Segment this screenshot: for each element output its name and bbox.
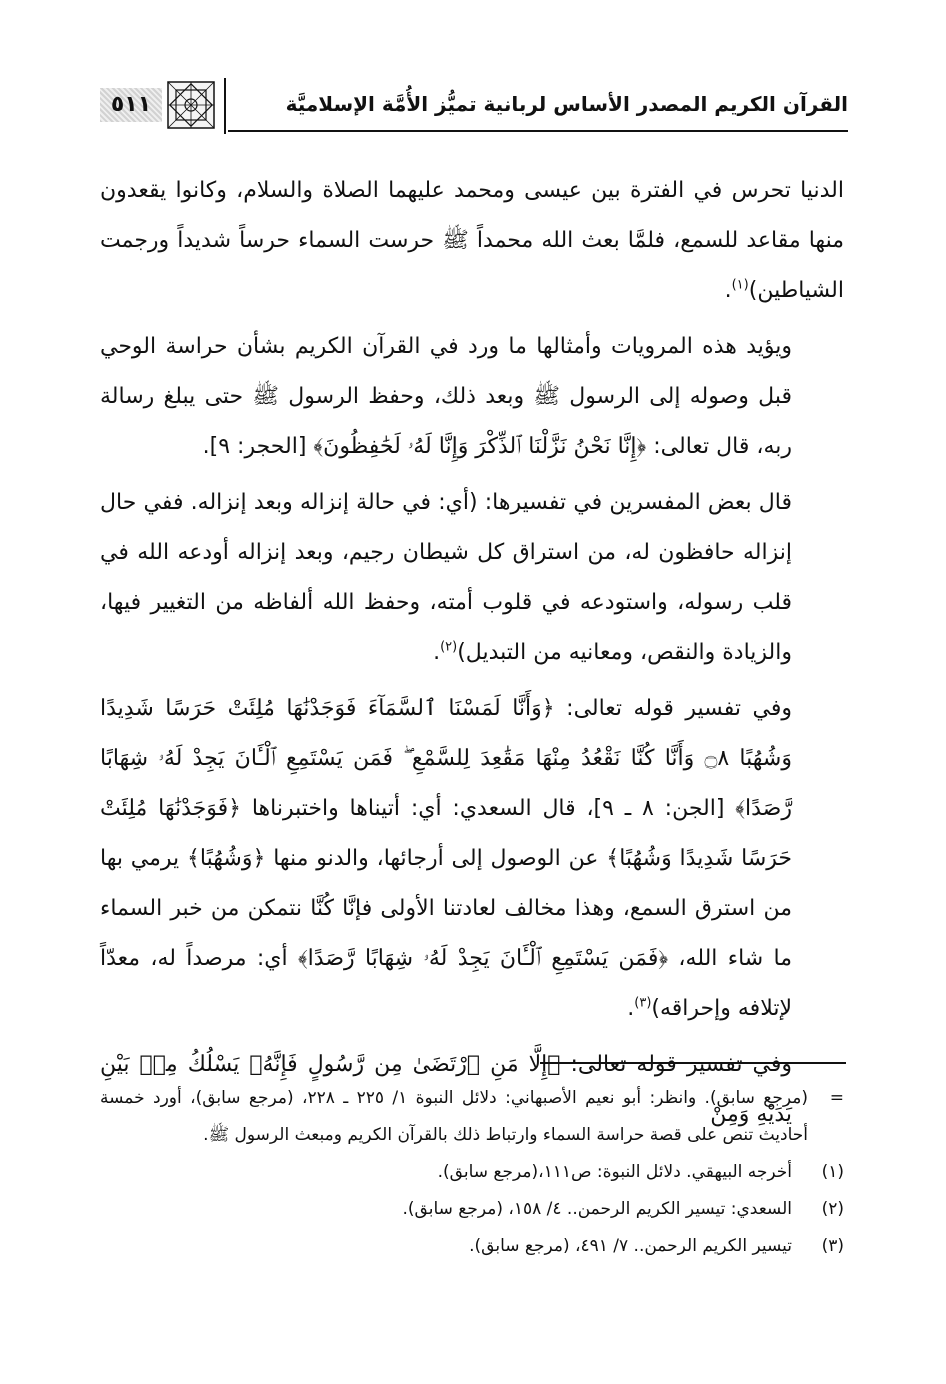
quran-verse: ﴿فَمَن يَسْتَمِعِ ٱلْـَٔانَ يَجِدْ لَهُۥ شِهَابًا رَّصَدًا﴾ — [297, 946, 669, 971]
paragraph-4-text: أي: مرصداً له، معدّاً لإتلافه وإحراقه) — [100, 946, 792, 1021]
paragraph-2 — [100, 322, 844, 472]
quran-verse: ﴿وَأَنَّا لَمَسْنَا ٱلسَّمَآءَ فَوَجَدْنَٰهَا مُلِئَتْ حَرَسًا شَدِيدًا وَشُهُبًا ۝٨ وَأَنَّا كُنَّا نَقْعُدُ مِنْهَا مَقَٰعِدَ لِلسَّمْعِ ۖ فَمَن يَسْتَمِعِ ٱلْـَٔانَ يَجِدْ لَهُۥ شِهَابًا رَّصَدًا﴾ — [100, 696, 792, 821]
footnote-number: (٢) — [821, 1199, 844, 1219]
surah-reference: [الحجر: ٩]. — [202, 434, 307, 459]
footnote-item — [100, 1154, 844, 1191]
header-divider — [224, 78, 226, 134]
paragraph-3 — [100, 478, 844, 678]
quran-verse: ﴿وَشُهُبًا﴾ — [187, 846, 266, 871]
paragraph-4-text: يرمي بها من استرق السمع، وهذا مخالف لعادتنا الأولى فإنَّا كُنَّا نتمكن من خبر السماء ما شاء الله، — [100, 846, 793, 971]
footnote-number: (١) — [821, 1162, 844, 1182]
paragraph-3-text: قال بعض المفسرين في تفسيرها: (أي: في حالة إنزاله وبعد إنزاله. ففي حال إنزاله حافظون له، من استراق كل شيطان رجيم، وبعد إنزاله أودعه الله في قلب رسوله، واستودعه في قلوب أمته، وحفظ الله ألفاظه من التغيير فيها، والزيادة والنقص، ومعانيه من التبديل) — [100, 490, 792, 665]
footnote-continuation — [100, 1080, 844, 1154]
footnote-number: (٣) — [821, 1236, 844, 1256]
quran-verse: ﴿إِنَّا نَحْنُ نَزَّلْنَا ٱلذِّكْرَ وَإِنَّا لَهُۥ لَحَٰفِظُونَ﴾ — [313, 434, 647, 459]
paragraph-4 — [100, 684, 844, 1034]
continuation-mark: = — [829, 1088, 844, 1108]
paragraph-4-text: وفي تفسير قوله تعالى: — [566, 696, 793, 721]
paragraph-1-text: الدنيا تحرس في الفترة بين عيسى ومحمد عليهما الصلاة والسلام، وكانوا يقعدون منها مقاعد للسمع، فلمَّا بعث الله محمداً ﷺ حرست السماء حرساً شديداً ورجمت الشياطين) — [100, 178, 844, 303]
quran-verse: ﴿إِلَّا مَنِ ٱرْتَضَىٰ مِن رَّسُولٍ فَإِنَّهُۥ يَسْلُكُ مِنۢ بَيْنِ يَدَيْهِ وَمِنْ — [100, 1052, 792, 1127]
paragraph-5-text: وفي تفسير قوله تعالى: — [570, 1052, 792, 1077]
paragraph-1-end: . — [724, 278, 732, 303]
footnote-separator — [540, 1062, 846, 1064]
footnote-text: تيسير الكريم الرحمن.. ٧/ ٤٩١، (مرجع سابق). — [469, 1236, 792, 1256]
paragraph-4-text: عن الوصول إلى أرجائها، والدنو منها — [273, 846, 599, 871]
footnote-text: السعدي: تيسير الكريم الرحمن.. ٤/ ١٥٨، (مرجع سابق). — [402, 1199, 792, 1219]
page-header — [96, 70, 848, 136]
footnote-continuation-text: (مرجع سابق). وانظر: أبو نعيم الأصبهاني: دلائل النبوة ١/ ٢٢٥ ـ ٢٢٨، (مرجع سابق)، أورد خمسة أحاديث تنص على قصة حراسة السماء وارتباط ذلك بالقرآن الكريم ومبعث الرسول ﷺ. — [100, 1088, 808, 1145]
footnote-ref-2[interactable]: (٢) — [440, 639, 458, 655]
footnote-item — [100, 1191, 844, 1228]
footnote-item — [100, 1228, 844, 1265]
page-number: ٥١١ — [100, 88, 162, 122]
main-text — [100, 166, 844, 1146]
paragraph-2-text: ويؤيد هذه المرويات وأمثالها ما ورد في القرآن الكريم بشأن حراسة الوحي قبل وصوله إلى الرسول ﷺ وبعد ذلك، وحفظ الرسول ﷺ حتى يبلغ رسالة ربه، قال تعالى: — [100, 334, 792, 459]
paragraph-3-end: . — [433, 640, 441, 665]
footnote-text: أخرجه البيهقي. دلائل النبوة: ص١١١،(مرجع سابق). — [437, 1162, 792, 1182]
paragraph-4-text: [الجن: ٨ ـ ٩]، قال السعدي: أي: أتيناها واختبرناها — [251, 796, 725, 821]
footnote-ref-1[interactable]: (١) — [731, 277, 749, 293]
footnote-ref-3[interactable]: (٣) — [634, 995, 652, 1011]
running-title: القرآن الكريم المصدر الأساس لربانية تميُّز الأُمَّة الإسلاميَّة — [285, 92, 848, 116]
header-underline — [228, 130, 848, 132]
paragraph-4-end: . — [627, 996, 635, 1021]
footnotes — [100, 1080, 844, 1265]
geometric-ornament-icon — [166, 80, 216, 130]
paragraph-1 — [100, 166, 844, 316]
quran-verse: ﴿فَوَجَدْنَٰهَا مُلِئَتْ حَرَسًا شَدِيدًا وَشُهُبًا﴾ — [100, 796, 793, 871]
